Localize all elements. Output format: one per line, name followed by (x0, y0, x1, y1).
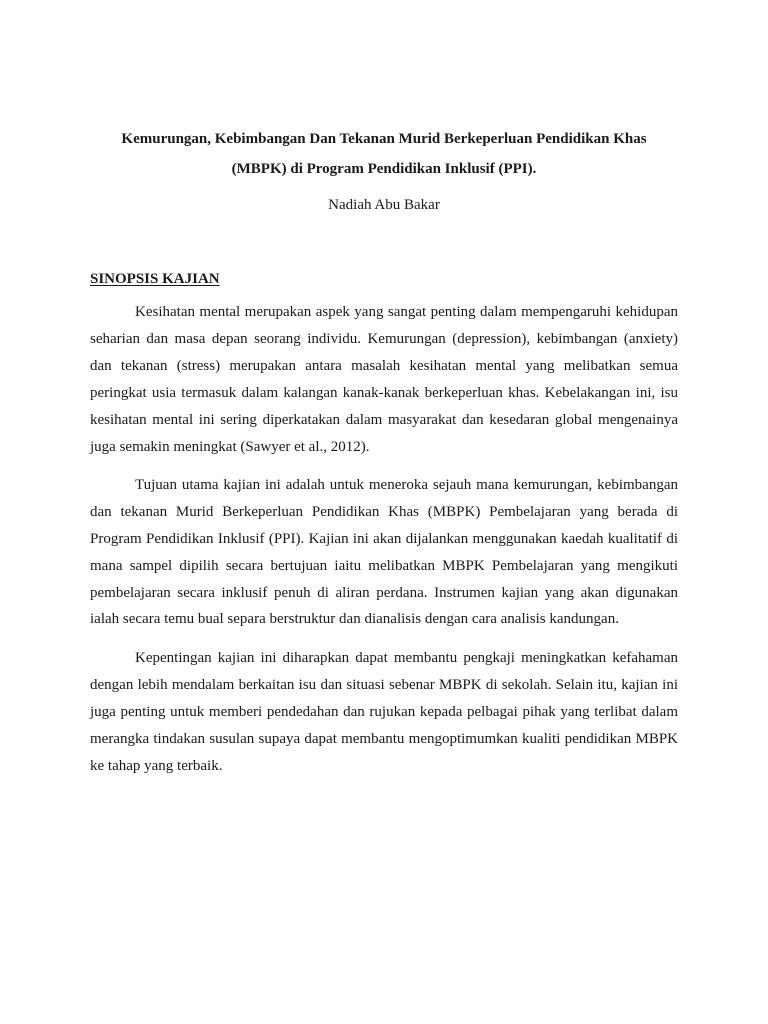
paragraph-2: Tujuan utama kajian ini adalah untuk meneroka sejauh mana kemurungan, kebimbangan dan tekanan Murid Berkeperluan Pendidikan Khas (MBPK) Pembelajaran yang berada di Program Pendidikan Inklusif (PPI). Kajian ini akan dijalankan menggunakan kaedah kualitatif di mana sampel dipilih secara bertujuan iaitu melibatkan MBPK Pembelajaran yang mengikuti pembelajaran secara inklusif penuh di aliran perdana. Instrumen kajian yang akan digunakan ialah secara temu bual separa berstruktur dan dianalisis dengan cara analisis kandungan. (90, 476, 678, 628)
paragraph-1: Kesihatan mental merupakan aspek yang sangat penting dalam mempengaruhi kehidupan seharian dan masa depan seorang individu. Kemurungan (depression), kebimbangan (anxiety) dan tekanan (stress) merupakan antara masalah kesihatan mental yang melibatkan semua peringkat usia termasuk dalam kalangan kanak-kanak berkeperluan khas. Kebelakangan ini, isu kesihatan mental ini sering diperkatakan dalam masyarakat dan kesedaran global mengenainya juga semakin meningkat (Sawyer et al., 2012). (90, 304, 678, 455)
author-name: Nadiah Abu Bakar (328, 197, 440, 213)
section-heading: SINOPSIS KAJIAN (90, 271, 220, 287)
document-title (90, 124, 678, 184)
body-text (90, 299, 678, 791)
title-line-2: (MBPK) di Program Pendidikan Inklusif (PPI). (231, 161, 537, 177)
title-line-1: Kemurungan, Kebimbangan Dan Tekanan Murid Berkeperluan Pendidikan Khas (121, 131, 647, 147)
paragraph-3: Kepentingan kajian ini diharapkan dapat membantu pengkaji meningkatkan kefahaman dengan lebih mendalam berkaitan isu dan situasi sebenar MBPK di sekolah. Selain itu, kajian ini juga penting untuk memberi pendedahan dan rujukan kepada pelbagai pihak yang terlibat dalam merangka tindakan susulan supaya dapat membantu mengoptimumkan kualiti pendidikan MBPK ke tahap yang terbaik. (90, 649, 678, 774)
